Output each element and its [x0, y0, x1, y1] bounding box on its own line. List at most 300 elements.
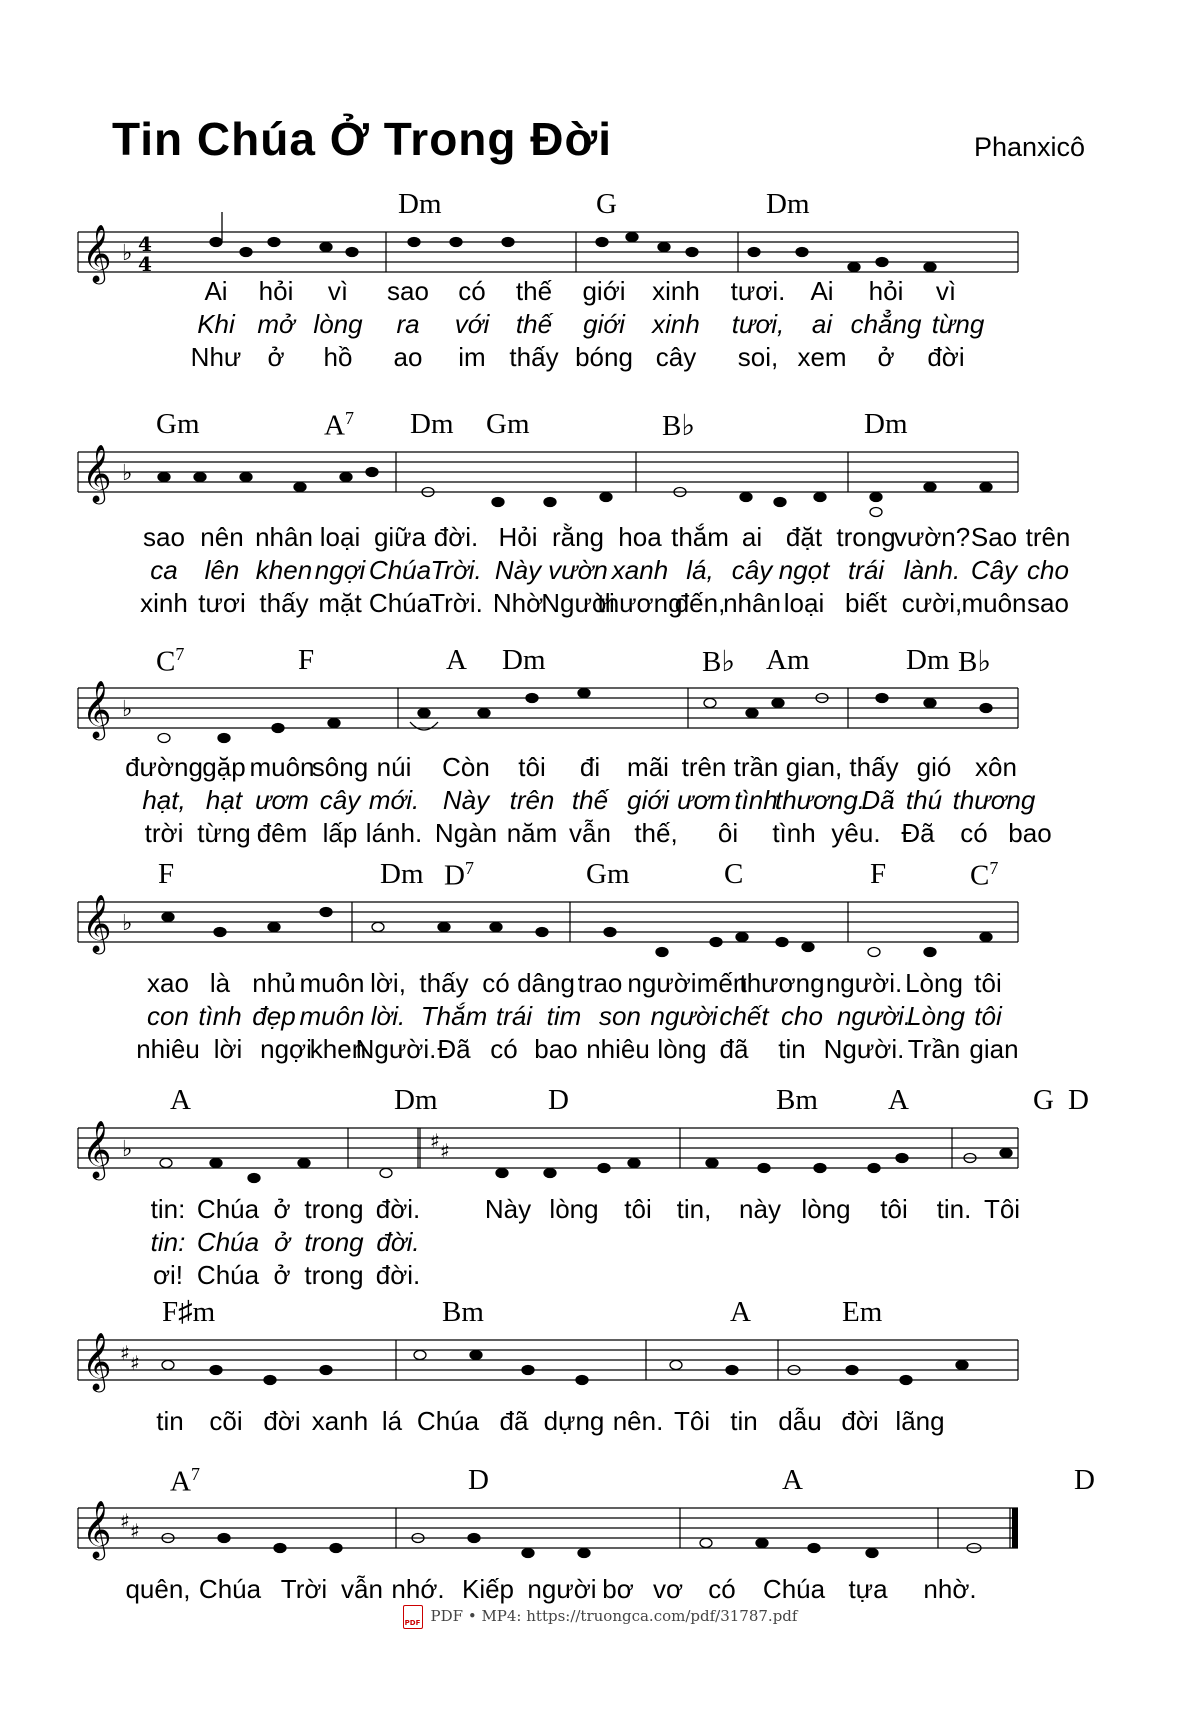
lyric-syllable: trong [836, 522, 896, 552]
lyric-syllable: sao [387, 276, 429, 306]
lyric-syllable: ra [396, 309, 420, 339]
chord-symbol: C [724, 858, 744, 890]
lyric-syllable: đời. [376, 1227, 420, 1257]
chord-symbol: $C^7$ [970, 858, 999, 892]
lyric-syllable: giới [583, 309, 625, 339]
chord-symbol: Dm [380, 858, 424, 890]
music-system-6 [78, 1296, 1128, 1446]
lyric-syllable: từng [197, 818, 251, 848]
flat-key-icon: ♭ [122, 911, 133, 936]
lyric-syllable: ngợi [314, 555, 366, 585]
lyric-syllable: ươm [255, 785, 309, 815]
lyric-syllable: ai [811, 309, 833, 339]
lyric-syllable: lời, [370, 968, 406, 998]
lyric-syllable: Chúa [762, 1574, 826, 1604]
chord-symbol: D [1068, 1084, 1089, 1116]
chord-symbol: Dm [394, 1084, 438, 1116]
lyric-syllable: ai [741, 522, 763, 552]
chord-symbol: $C^7$ [156, 644, 185, 678]
lyric-syllable: tim [546, 1001, 582, 1031]
flat-key-icon: ♭ [122, 461, 133, 486]
chord-symbol: Em [842, 1296, 883, 1328]
lyric-syllable: tin: [150, 1227, 186, 1257]
treble-clef-icon: 𝄞 [82, 894, 112, 952]
lyric-syllable: tôi [624, 1194, 652, 1224]
lyric-syllable: đặt [785, 522, 823, 552]
lyric-syllable: Ai [204, 276, 228, 306]
lyric-syllable: tin. [936, 1194, 972, 1224]
chord-symbol: A [730, 1296, 751, 1328]
lyric-syllable: tươi. [730, 276, 786, 306]
chord-symbol: Am [766, 644, 810, 676]
lyric-syllable: tôi [974, 1001, 1002, 1031]
lyric-syllable: Chúa [196, 1227, 260, 1257]
lyric-syllable: Ngàn [434, 818, 498, 848]
lyric-syllable: có [960, 818, 988, 848]
lyric-syllable: trên [681, 752, 727, 782]
lyric-syllable: lánh. [365, 818, 423, 848]
chord-symbol: Bm [442, 1296, 484, 1328]
lyric-syllable: đã [499, 1406, 529, 1436]
lyric-syllable: Dã [861, 785, 895, 815]
lyric-syllable: lòng [313, 309, 363, 339]
chord-symbol: Gm [156, 408, 200, 440]
lyric-syllable: xem [797, 342, 847, 372]
chord-symbol: B♭ [702, 646, 736, 678]
music-staff [78, 1312, 1128, 1412]
chord-symbol: D [548, 1084, 569, 1116]
music-system-5 [78, 1084, 1128, 1290]
lyric-syllable: tin: [150, 1194, 186, 1224]
lyric-syllable: cõi [209, 1406, 243, 1436]
chord-symbol: D [1074, 1464, 1095, 1496]
lyric-syllable: rằng [551, 522, 605, 552]
lyric-syllable: trong [304, 1260, 364, 1290]
chord-symbol: $A^7$ [170, 1464, 200, 1498]
lyric-syllable: gian [969, 1034, 1019, 1064]
lyric-syllable: Đã [901, 818, 935, 848]
lyric-syllable: có [490, 1034, 518, 1064]
lyric-syllable: khen [255, 555, 313, 585]
music-staff [78, 874, 1128, 974]
lyric-syllable: Chúa [196, 1260, 260, 1290]
chord-symbol: F [298, 644, 315, 676]
lyric-syllable: lời [213, 1034, 243, 1064]
lyric-syllable: lời. [370, 1001, 406, 1031]
lyric-syllable: thấy [509, 342, 559, 372]
lyric-syllable: đã [719, 1034, 749, 1064]
lyric-syllable: dựng [543, 1406, 605, 1436]
lyric-syllable: hỏi [258, 276, 294, 306]
lyric-syllable: nhủ [252, 968, 296, 998]
lyric-syllable: thế [515, 309, 553, 339]
lyric-syllable: Chúa [198, 1574, 262, 1604]
chord-symbol: Dm [906, 644, 950, 676]
lyric-syllable: ở [267, 342, 285, 372]
composer-name: Phanxicô [974, 132, 1086, 162]
lyric-syllable: mến [696, 968, 748, 998]
lyric-syllable: ở [273, 1194, 291, 1224]
lyric-syllable: dẫu [778, 1406, 822, 1436]
lyric-syllable: lành. [903, 555, 961, 585]
lyric-syllable: mới. [368, 785, 420, 815]
lyric-syllable: tình [772, 818, 816, 848]
lyric-syllable: giới [582, 276, 626, 306]
lyric-syllable: Trời [280, 1574, 328, 1604]
sharp-key-icon: ♯ [120, 1341, 130, 1365]
lyric-syllable: xinh [140, 588, 188, 618]
lyric-syllable: đời [841, 1406, 879, 1436]
lyric-syllable: đời [927, 342, 965, 372]
lyric-syllable: Tôi [983, 1194, 1021, 1224]
lyric-syllable: thương [597, 588, 683, 618]
lyric-syllable: ươm [677, 785, 731, 815]
chord-symbol: F [870, 858, 887, 890]
lyric-syllable: bóng [575, 342, 633, 372]
lyric-syllable: nhớ. [391, 1574, 445, 1604]
lyric-syllable: tin, [676, 1194, 712, 1224]
lyric-syllable: lòng [549, 1194, 599, 1224]
lyric-syllable: Chúa [416, 1406, 480, 1436]
lyric-syllable: vẫn [569, 818, 611, 848]
chord-symbol: F♯m [162, 1296, 216, 1328]
chord-symbol: Dm [766, 188, 810, 220]
lyric-syllable: son [599, 1001, 641, 1031]
flat-key-icon: ♭ [122, 697, 133, 722]
lyric-syllable: muôn [299, 1001, 365, 1031]
lyric-syllable: muôn [299, 968, 365, 998]
lyric-syllable: mãi [627, 752, 669, 782]
lyric-syllable: tựa [848, 1574, 888, 1604]
lyric-syllable: cây [655, 342, 697, 372]
lyric-syllable: tươi [198, 588, 246, 618]
lyric-syllable: Sao [970, 522, 1018, 552]
lyric-syllable: trời [144, 818, 184, 848]
lyric-syllable: gian, [785, 752, 843, 782]
music-system-4 [78, 858, 1128, 1064]
lyric-syllable: vườn? [893, 522, 971, 552]
lyric-syllable: ca [150, 555, 178, 585]
chord-symbol: $A^7$ [324, 408, 354, 442]
chord-symbol: Dm [502, 644, 546, 676]
lyric-syllable: Chúa [368, 588, 432, 618]
lyric-syllable: gió [916, 752, 952, 782]
lyric-syllable: Như [190, 342, 242, 372]
lyric-syllable: người [627, 968, 697, 998]
chord-symbol: Gm [586, 858, 630, 890]
lyric-syllable: Khi [197, 309, 235, 339]
lyric-syllable: nhiêu [586, 1034, 650, 1064]
lyric-syllable: Người. [823, 1034, 905, 1064]
lyric-syllable: trần [733, 752, 779, 782]
lyric-syllable: tin [730, 1406, 758, 1436]
lyric-syllable: thắm [671, 522, 729, 552]
lyric-syllable: bao [1008, 818, 1052, 848]
song-title: Tin Chúa Ở Trong Đời [112, 113, 612, 165]
chord-symbol: Gm [486, 408, 530, 440]
lyric-syllable: quên, [125, 1574, 191, 1604]
lyric-syllable: xao [147, 968, 189, 998]
treble-clef-icon: 𝄞 [82, 224, 112, 282]
lyric-syllable: lãng [895, 1406, 945, 1436]
lyric-syllable: Chúa [196, 1194, 260, 1224]
lyric-syllable: hỏi [868, 276, 904, 306]
lyric-syllable: hoa [618, 522, 662, 552]
lyric-syllable: lòng [801, 1194, 851, 1224]
lyric-syllable: xinh [652, 309, 700, 339]
lyric-syllable: thương [952, 785, 1036, 815]
lyric-syllable: Kiếp [461, 1574, 515, 1604]
lyric-syllable: thú [905, 785, 943, 815]
lyric-syllable: vẫn [341, 1574, 383, 1604]
lyric-syllable: yêu. [831, 818, 881, 848]
lyric-syllable: xinh [652, 276, 700, 306]
lyric-syllable: muôn [249, 752, 315, 782]
lyric-syllable: nên. [612, 1406, 664, 1436]
lyric-syllable: lên [204, 555, 240, 585]
lyric-syllable: có [458, 276, 486, 306]
lyric-syllable: Còn [442, 752, 490, 782]
sharp-key-icon: ♯ [130, 1519, 140, 1543]
lyric-syllable: nhờ. [923, 1574, 977, 1604]
lyric-syllable: Này [442, 785, 490, 815]
lyric-syllable: hạt, [142, 785, 186, 815]
lyric-syllable: thấy [259, 588, 309, 618]
chord-symbol: A [888, 1084, 909, 1116]
lyric-syllable: mở [257, 309, 295, 339]
lyric-syllable: Cây [970, 555, 1018, 585]
lyric-syllable: vơ [652, 1574, 684, 1604]
lyric-syllable: soi, [737, 342, 779, 372]
lyric-syllable: đời [263, 1406, 301, 1436]
svg-text:4: 4 [138, 252, 152, 276]
lyric-syllable: ôi [717, 818, 739, 848]
music-staff [78, 1100, 1128, 1200]
lyric-syllable: ngọt [778, 555, 830, 585]
lyric-syllable: bơ [602, 1574, 634, 1604]
lyric-syllable: đời. [375, 1260, 421, 1290]
lyric-syllable: tôi [518, 752, 546, 782]
lyric-syllable: Trần [907, 1034, 961, 1064]
lyric-syllable: khen [309, 1034, 367, 1064]
lyric-syllable: cho [781, 1001, 823, 1031]
lyric-syllable: trong [304, 1194, 364, 1224]
music-system-7 [78, 1464, 1128, 1614]
lyric-syllable: trao [577, 968, 623, 998]
lyric-syllable: có [482, 968, 510, 998]
treble-clef-icon: 𝄞 [82, 1120, 112, 1178]
lyric-syllable: tình [734, 785, 778, 815]
lyric-syllable: lá, [686, 555, 714, 585]
lyric-syllable: vườn [548, 555, 608, 585]
lyric-syllable: Hỏi [498, 522, 538, 552]
flat-key-icon: ♭ [122, 1137, 133, 1162]
lyric-syllable: trái [495, 1001, 533, 1031]
lyric-syllable: Đã [437, 1034, 471, 1064]
lyric-syllable: nhân [723, 588, 781, 618]
chord-symbol: A [446, 644, 467, 676]
lyric-syllable: trái [847, 555, 885, 585]
lyric-syllable: xôn [975, 752, 1017, 782]
music-system-2 [78, 408, 1128, 618]
treble-clef-icon: 𝄞 [82, 1500, 112, 1558]
lyric-syllable: người. [825, 968, 903, 998]
chord-symbol: B♭ [958, 646, 992, 678]
sharp-key-icon: ♯ [120, 1509, 130, 1533]
chord-symbol: B♭ [662, 410, 696, 442]
lyric-syllable: thế [515, 276, 553, 306]
lyric-syllable: đi [579, 752, 601, 782]
lyric-syllable: tin [156, 1406, 184, 1436]
chord-symbol: Bm [776, 1084, 818, 1116]
chord-symbol: G [596, 188, 617, 220]
lyric-syllable: hạt [205, 785, 243, 815]
lyric-syllable: gặp [202, 752, 246, 782]
lyric-syllable: trên [1025, 522, 1071, 552]
music-staff [78, 660, 1128, 760]
lyric-syllable: năm [506, 818, 558, 848]
music-staff [78, 424, 1128, 524]
lyric-syllable: đêm [256, 818, 308, 848]
lyric-syllable: nên [200, 522, 244, 552]
lyric-syllable: cười, [901, 588, 963, 618]
lyric-syllable: thấy [419, 968, 469, 998]
footer-link[interactable] [0, 1605, 1200, 1629]
lyric-syllable: cho [1027, 555, 1069, 585]
lyric-syllable: Người. [355, 1034, 437, 1064]
lyric-syllable: ngợi [260, 1034, 312, 1064]
lyric-syllable: bao [534, 1034, 578, 1064]
lyric-syllable: cây [319, 785, 361, 815]
chord-symbol: G [1033, 1084, 1054, 1116]
lyric-syllable: sao [143, 522, 185, 552]
lyric-syllable: biết [845, 588, 887, 618]
pdf-file-icon: PDF [403, 1605, 423, 1629]
lyric-syllable: vì [935, 276, 957, 306]
treble-clef-icon: 𝄞 [82, 1332, 112, 1390]
final-barline [1012, 1508, 1018, 1548]
lyric-syllable: nhiêu [136, 1034, 200, 1064]
lyric-syllable: Này [494, 555, 542, 585]
chord-symbol: Dm [410, 408, 454, 440]
lyric-syllable: tin [778, 1034, 806, 1064]
lyric-syllable: thương. [774, 785, 866, 815]
chord-symbol: A [170, 1084, 191, 1116]
lyric-syllable: loại [783, 588, 825, 618]
music-system-3 [78, 644, 1128, 848]
lyric-syllable: thế [571, 785, 609, 815]
lyric-syllable: muôn [961, 588, 1027, 618]
lyric-syllable: Lòng [907, 1001, 965, 1031]
lyric-syllable: hồ [323, 342, 353, 372]
lyric-syllable: thương [739, 968, 825, 998]
lyric-syllable: ao [393, 342, 423, 372]
lyric-syllable: ở [877, 342, 895, 372]
lyric-syllable: giữa [373, 522, 427, 552]
lyric-syllable: Tôi [673, 1406, 711, 1436]
lyric-syllable: loại [319, 522, 361, 552]
lyric-syllable: này [739, 1194, 781, 1224]
lyric-syllable: ơi! [152, 1260, 184, 1290]
lyric-syllable: từng [931, 309, 985, 339]
lyric-syllable: mặt [318, 588, 362, 618]
chord-symbol: F [158, 858, 175, 890]
lyric-syllable: Trời. [429, 588, 483, 618]
lyric-syllable: tươi, [731, 309, 785, 339]
lyric-syllable: trong [304, 1227, 364, 1257]
lyric-syllable: Nhờ [492, 588, 544, 618]
lyric-syllable: nhân [255, 522, 313, 552]
music-staff [78, 1480, 1128, 1580]
lyric-syllable: sông [311, 752, 369, 782]
lyric-syllable: thấy [849, 752, 899, 782]
lyric-syllable: trên [509, 785, 555, 815]
lyric-syllable: Ai [810, 276, 834, 306]
chord-symbol: $D^7$ [444, 858, 474, 892]
lyric-syllable: người [527, 1574, 597, 1604]
treble-clef-icon: 𝄞 [82, 680, 112, 738]
lyric-syllable: Trời. [430, 555, 482, 585]
sharp-key-icon: ♯ [130, 1351, 140, 1375]
lyric-syllable: núi [376, 752, 412, 782]
lyric-syllable: cây [731, 555, 773, 585]
lyric-syllable: người [650, 1001, 718, 1031]
lyric-syllable: im [458, 342, 486, 372]
lyric-syllable: dâng [517, 968, 575, 998]
footer-text[interactable]: PDF • MP4: https://truongca.com/pdf/31787.pdf [430, 1607, 798, 1625]
lyric-syllable: lòng [657, 1034, 707, 1064]
lyric-syllable: tình [198, 1001, 242, 1031]
lyric-syllable: với [454, 309, 490, 339]
chord-symbol: A [782, 1464, 803, 1496]
music-system-1 [78, 188, 1128, 372]
lyric-syllable: con [147, 1001, 189, 1031]
lyric-syllable: Chúa [368, 555, 432, 585]
lyric-syllable: đời. [433, 522, 479, 552]
lyric-syllable: sao [1027, 588, 1069, 618]
lyric-syllable: có [708, 1574, 736, 1604]
treble-clef-icon: 𝄞 [82, 444, 112, 502]
lyric-syllable: Lòng [905, 968, 963, 998]
lyric-syllable: xanh [611, 555, 669, 585]
sharp-key-icon: ♯ [430, 1129, 440, 1153]
sharp-key-icon: ♯ [440, 1139, 450, 1163]
lyric-syllable: lấp [322, 818, 358, 848]
fermata-icon [410, 722, 438, 730]
lyric-syllable: giới [627, 785, 669, 815]
lyric-syllable: Này [484, 1194, 532, 1224]
lyric-syllable: xanh [311, 1406, 369, 1436]
svg-text:4: 4 [138, 232, 152, 256]
lyric-syllable: lá [381, 1406, 403, 1436]
lyric-syllable: chẳng [850, 309, 922, 339]
lyric-syllable: đẹp [252, 1001, 296, 1031]
lyric-syllable: vì [327, 276, 349, 306]
lyric-syllable: Thắm [420, 1001, 488, 1031]
lyric-syllable: đến, [674, 588, 726, 618]
lyric-syllable: người. [836, 1001, 912, 1031]
lyric-syllable: tôi [974, 968, 1002, 998]
lyric-syllable: ở [273, 1260, 291, 1290]
lyric-syllable: đời. [375, 1194, 421, 1224]
lyric-syllable: là [209, 968, 231, 998]
lyric-syllable: tôi [880, 1194, 908, 1224]
lyric-syllable: Người [541, 588, 615, 618]
lyric-syllable: chết [719, 1001, 769, 1031]
flat-key-icon: ♭ [122, 241, 133, 266]
chord-symbol: Dm [864, 408, 908, 440]
chord-symbol: D [468, 1464, 489, 1496]
